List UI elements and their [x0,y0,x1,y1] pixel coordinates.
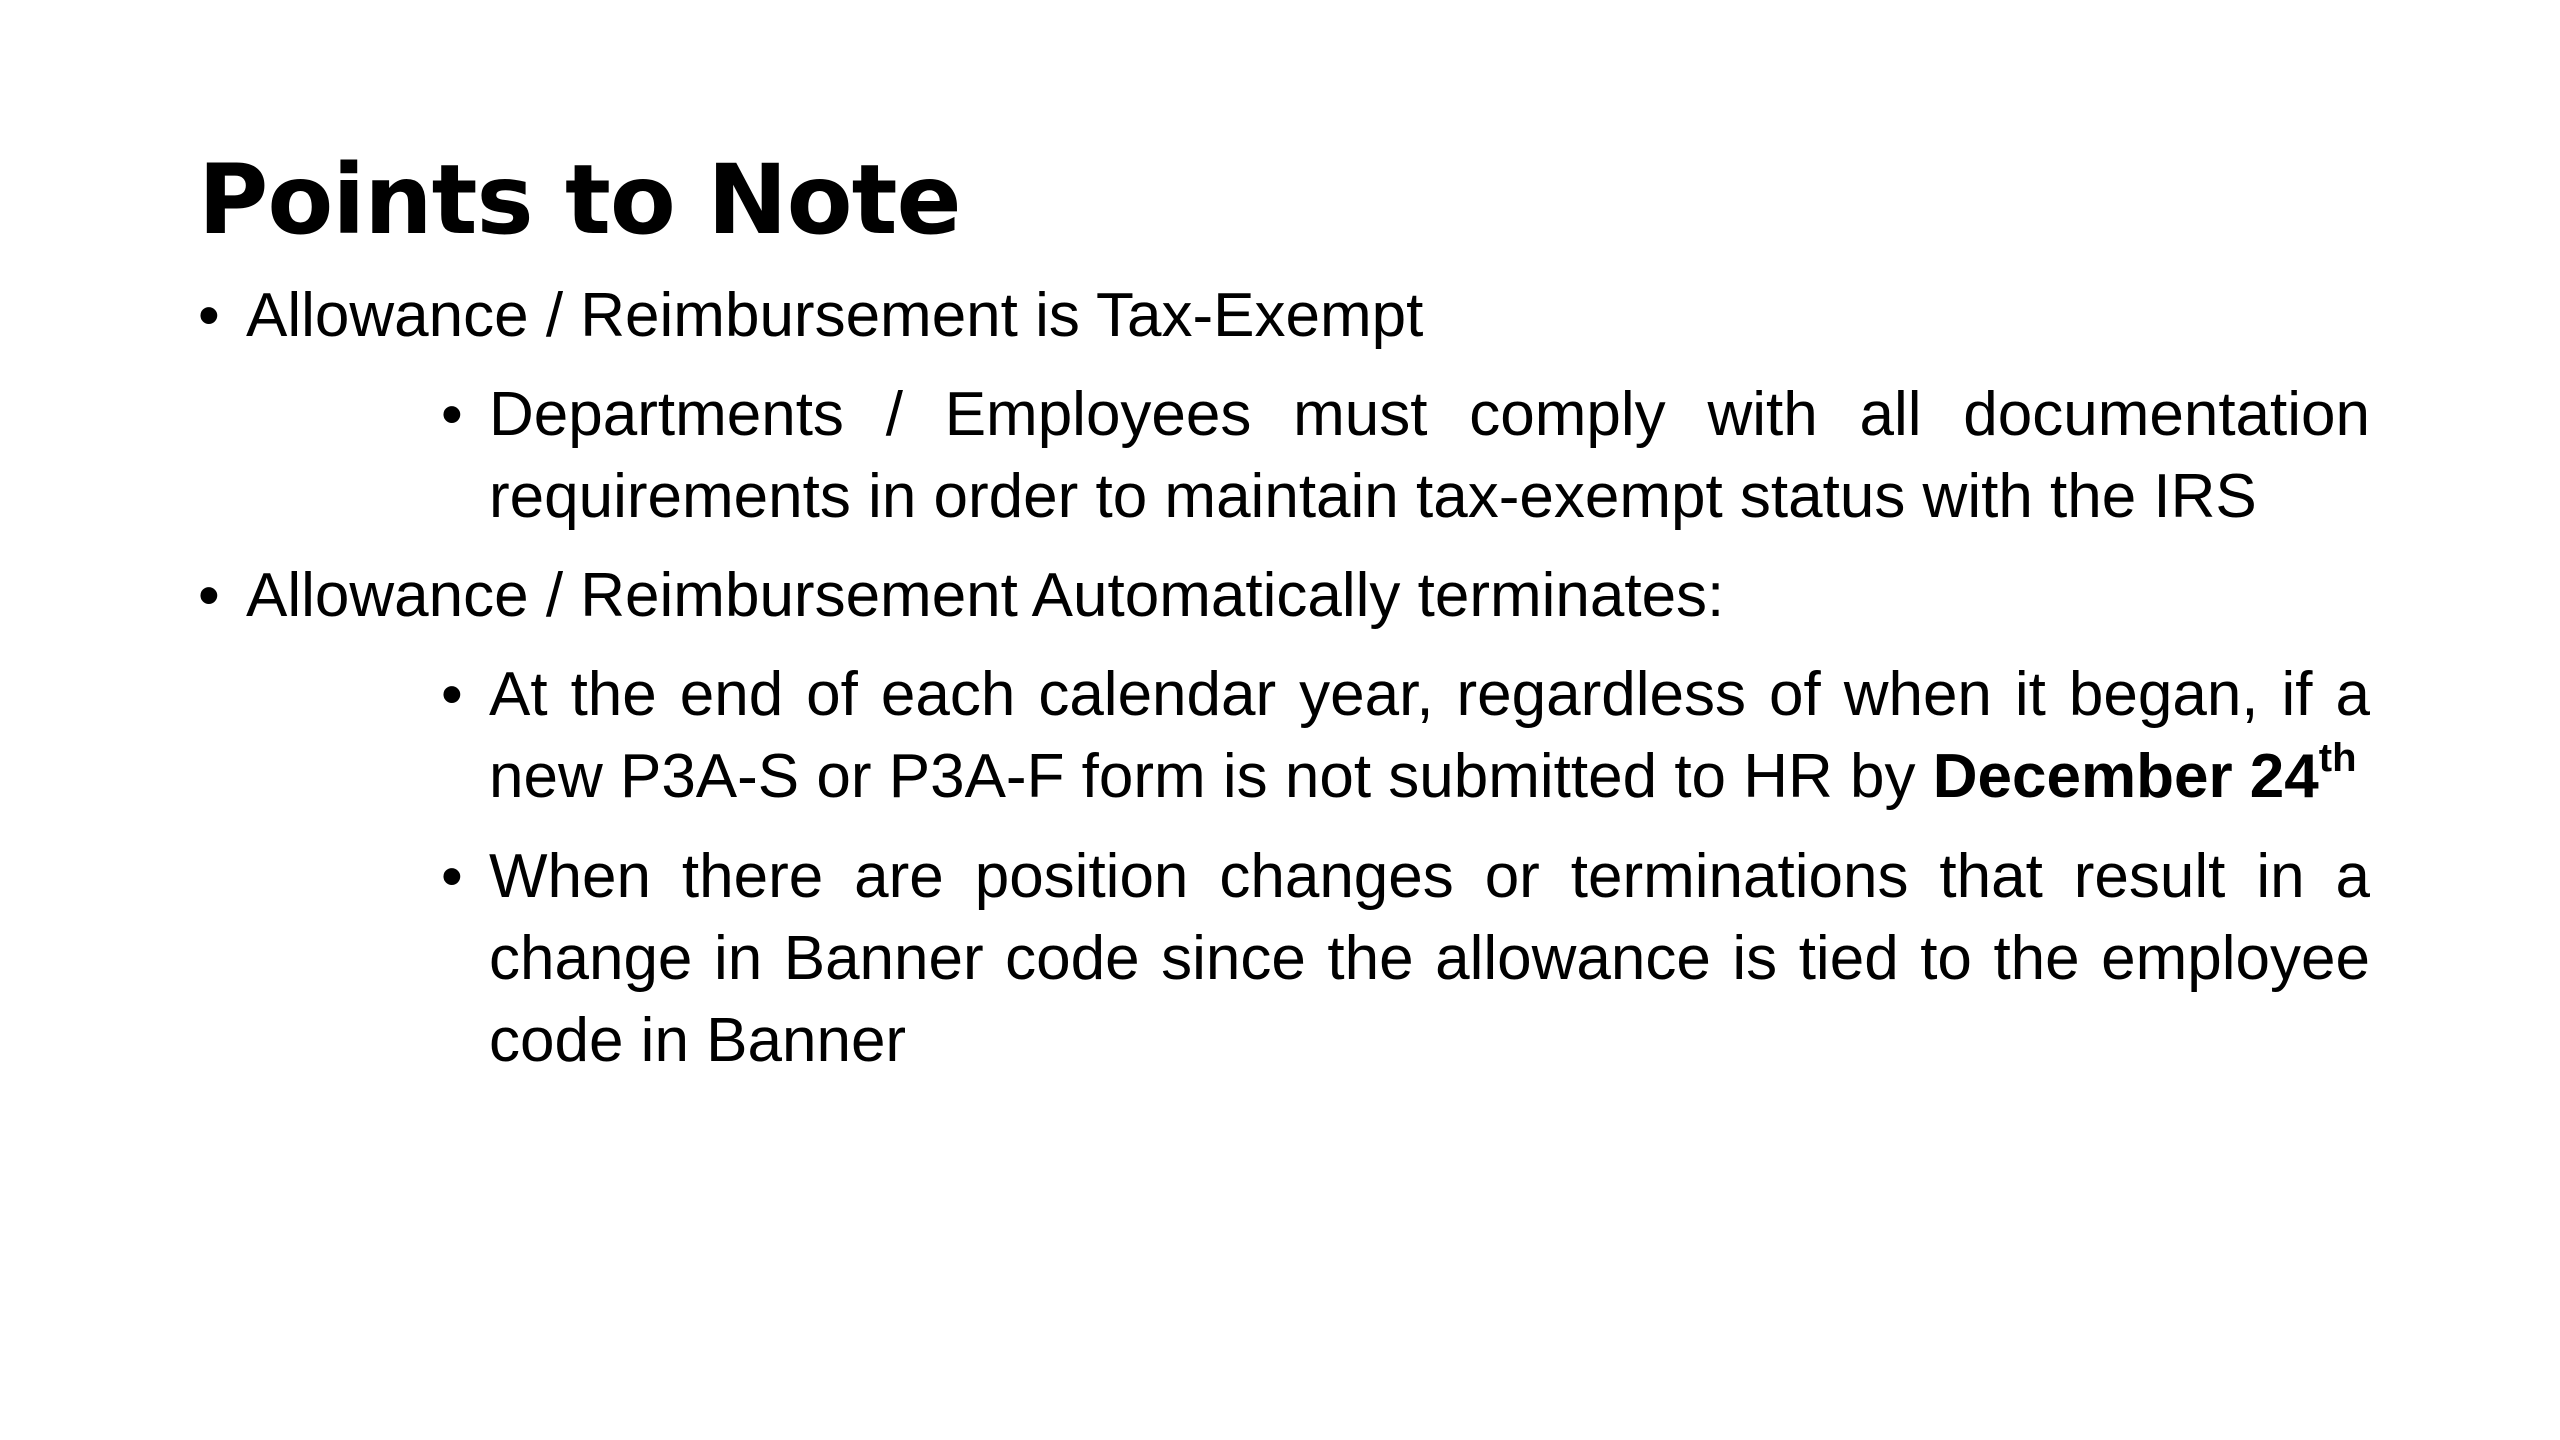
bullet-text: Allowance / Reimbursement Automatically terminates: [246,560,1725,630]
bullet-item-tax-exempt [198,276,2370,538]
bullet-dot-icon: • [198,560,220,630]
slide-title: Points to Note [198,144,961,256]
bullet-dot-icon: • [198,280,220,350]
sub-bullet-text: Departments / Employees must comply with all documentation requirements in order to maintain tax-exempt status with the IRS [489,379,2370,531]
deadline-date [1932,735,2357,811]
bullet-dot-icon: • [441,659,463,729]
deadline-date-text: December 24 [1932,741,2319,811]
sub-bullet-documentation [441,374,2370,538]
deadline-date-suffix: th [2318,735,2357,780]
bullet-list [198,276,2370,1082]
sub-bullet-list [246,654,2370,1082]
bullet-dot-icon: • [441,379,463,449]
sub-bullet-text: At the end of each calendar year, regardless of when it began, if a new P3A-S or P3A-F form is not submitted to HR by [489,659,2370,811]
bullet-dot-icon: • [441,841,463,911]
sub-bullet-list [246,374,2370,538]
sub-bullet-text: When there are position changes or terminations that result in a change in Banner code since the allowance is tied to the employee code in Banner [489,841,2370,1075]
sub-bullet-calendar-year [441,654,2370,818]
sub-bullet-position-changes [441,836,2370,1082]
bullet-text: Allowance / Reimbursement is Tax-Exempt [246,280,1424,350]
bullet-item-terminates [198,556,2370,1082]
